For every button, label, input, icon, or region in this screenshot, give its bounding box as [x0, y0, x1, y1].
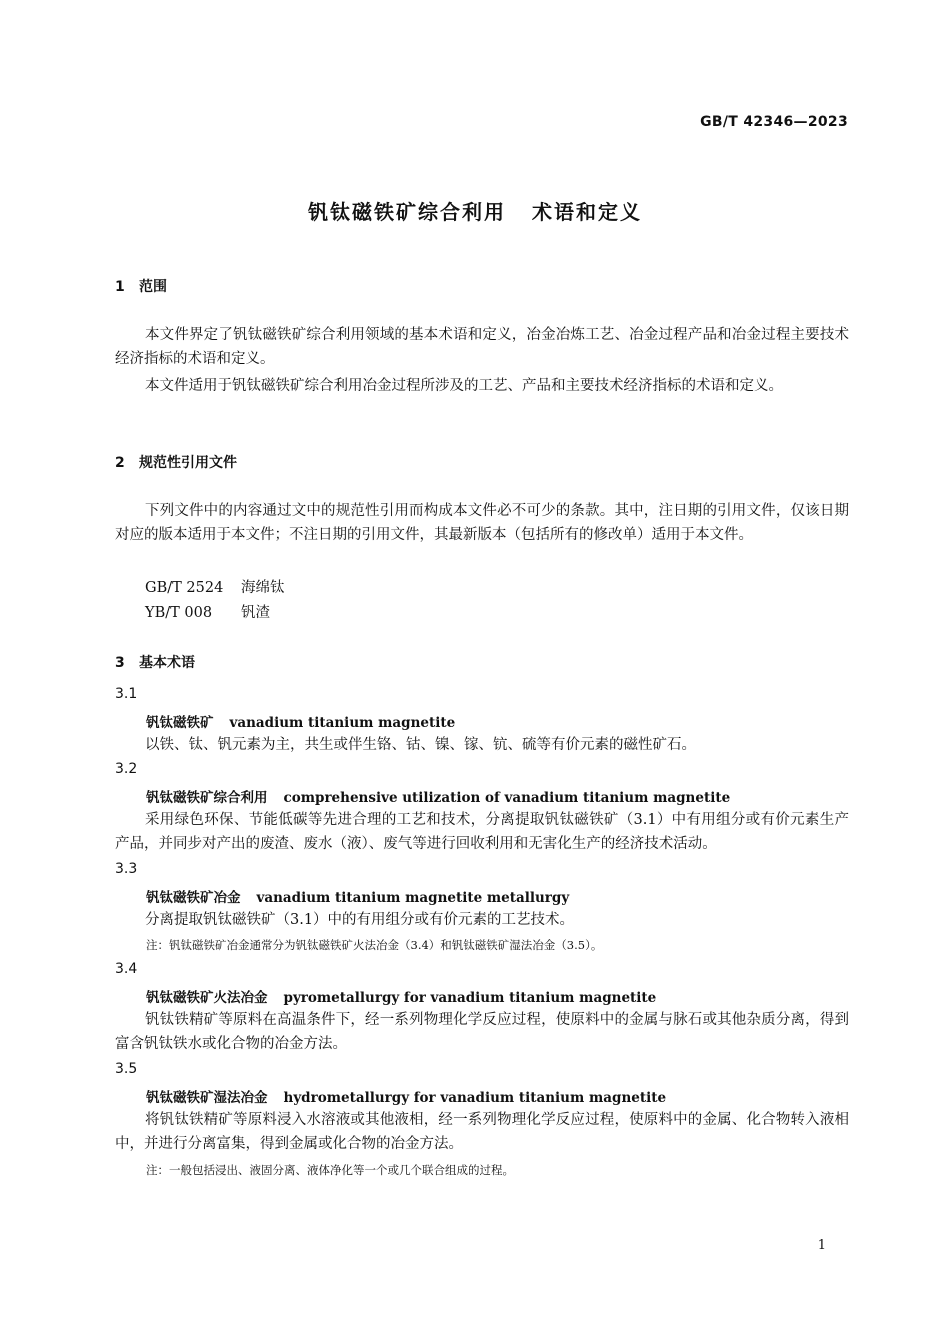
section-number: 1 [115, 279, 125, 295]
term-note: 注：一般包括浸出、液固分离、液体净化等一个或几个联合组成的过程。 [146, 1163, 514, 1177]
term-en: hydrometallurgy for vanadium titanium magnetite [283, 1090, 667, 1106]
section-3-heading [115, 652, 195, 672]
normative-references-paragraph: 下列文件中的内容通过文中的规范性引用而构成本文件必不可少的条款。其中，注日期的引用文件，仅该日期对应的版本适用于本文件；不注日期的引用文件，其最新版本（包括所有的修改单）适用于本文件。 [115, 503, 849, 543]
title-part-2: 术语和定义 [532, 200, 642, 224]
reference-name: 钒渣 [241, 605, 270, 621]
clause-number: 3.3 [115, 861, 138, 877]
term-definition: 钒钛铁精矿等原料在高温条件下，经一系列物理化学反应过程，使原料中的金属与脉石或其他杂质分离，得到富含钒钛铁水或化合物的冶金方法。 [115, 1012, 849, 1052]
term-heading [146, 786, 730, 806]
section-number: 3 [115, 655, 125, 671]
term-note: 注：钒钛磁铁矿冶金通常分为钒钛磁铁矿火法冶金（3.4）和钒钛磁铁矿湿法冶金（3.5）。 [146, 938, 603, 952]
term-en: comprehensive utilization of vanadium titanium magnetite [283, 790, 731, 806]
term-zh: 钒钛磁铁矿冶金 [146, 890, 241, 906]
term-en: pyrometallurgy for vanadium titanium magnetite [283, 990, 657, 1006]
term-heading [146, 886, 569, 906]
standard-number: GB/T 42346—2023 [700, 114, 848, 130]
section-title: 范围 [139, 279, 167, 295]
section-number: 2 [115, 455, 125, 471]
term-en: vanadium titanium magnetite [229, 715, 456, 731]
reference-code: GB/T 2524 [145, 580, 224, 596]
title-part-1: 钒钛磁铁矿综合利用 [308, 200, 506, 224]
term-definition: 将钒钛铁精矿等原料浸入水溶液或其他液相，经一系列物理化学反应过程，使原料中的金属、化合物转入液相中，并进行分离富集，得到金属或化合物的冶金方法。 [115, 1112, 849, 1152]
scope-paragraph-1: 本文件界定了钒钛磁铁矿综合利用领域的基本术语和定义，冶金冶炼工艺、冶金过程产品和冶金过程主要技术经济指标的术语和定义。 [115, 327, 849, 367]
term-definition: 分离提取钒钛磁铁矿（3.1）中的有用组分或有价元素的工艺技术。 [145, 912, 575, 928]
clause-number: 3.5 [115, 1061, 138, 1077]
term-zh: 钒钛磁铁矿综合利用 [146, 790, 268, 806]
section-1-heading [115, 276, 167, 296]
term-zh: 钒钛磁铁矿火法冶金 [146, 990, 268, 1006]
term-en: vanadium titanium magnetite metallurgy [256, 890, 570, 906]
clause-number: 3.1 [115, 686, 138, 702]
term-zh: 钒钛磁铁矿湿法冶金 [146, 1090, 268, 1106]
reference-name: 海绵钛 [241, 580, 285, 596]
term-heading [146, 711, 455, 731]
clause-number: 3.4 [115, 961, 138, 977]
term-heading [146, 1086, 666, 1106]
reference-item [145, 576, 285, 597]
page-number: 1 [817, 1238, 826, 1253]
reference-code: YB/T 008 [145, 605, 213, 621]
reference-item [145, 601, 270, 622]
section-2-heading [115, 452, 237, 472]
clause-number: 3.2 [115, 761, 138, 777]
term-definition: 采用绿色环保、节能低碳等先进合理的工艺和技术，分离提取钒钛磁铁矿（3.1）中有用组分或有价元素生产产品，并同步对产出的废渣、废水（液）、废气等进行回收利用和无害化生产的经济技术活动。 [115, 812, 849, 852]
term-zh: 钒钛磁铁矿 [146, 715, 214, 731]
page-title [0, 196, 950, 225]
scope-paragraph-2: 本文件适用于钒钛磁铁矿综合利用冶金过程所涉及的工艺、产品和主要技术经济指标的术语和定义。 [145, 378, 783, 394]
section-title: 基本术语 [139, 655, 195, 671]
term-heading [146, 986, 656, 1006]
term-definition: 以铁、钛、钒元素为主，共生或伴生铬、钴、镍、镓、钪、硫等有价元素的磁性矿石。 [145, 737, 696, 753]
section-title: 规范性引用文件 [139, 455, 237, 471]
